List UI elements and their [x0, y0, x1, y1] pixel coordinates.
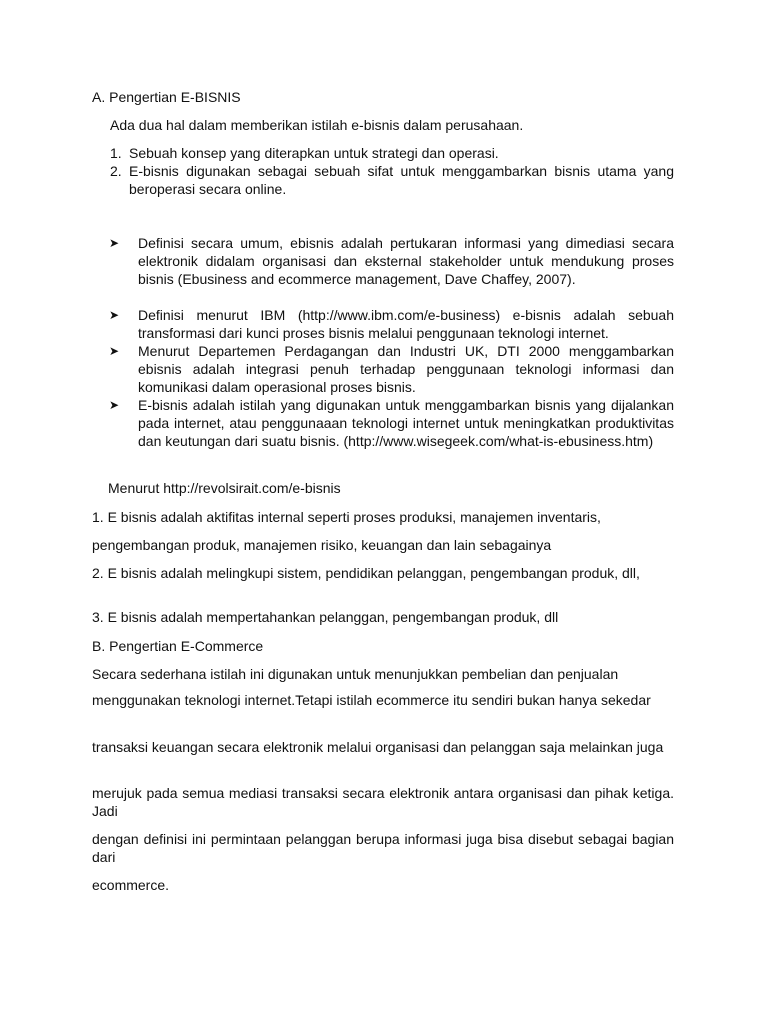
section-a-intro: Ada dua hal dalam memberikan istilah e-bisnis dalam perusahaan.: [110, 117, 524, 133]
bullet-arrow-icon: ➤: [109, 236, 120, 250]
ecommerce-paragraph-3: transaksi keuangan secara elektronik melalui organisasi dan pelanggan saja melainkan juga: [92, 739, 664, 755]
bullet-arrow-icon: ➤: [109, 398, 120, 412]
bullet-item-3: Menurut Departemen Perdagangan dan Industri UK, DTI 2000 menggambarkan ebisnis adalah integrasi penuh terhadap penggunaan teknologi informasi dan komunikasi dalam operasional proses bisnis.: [138, 343, 674, 395]
bullet-arrow-icon: ➤: [109, 344, 120, 358]
ebisnis-point-2: 2. E bisnis adalah melingkupi sistem, pendidikan pelanggan, pengembangan produk, dll,: [92, 565, 640, 581]
section-b-heading: B. Pengertian E-Commerce: [92, 638, 264, 654]
bullet-arrow-icon: ➤: [109, 308, 120, 322]
ecommerce-paragraph-4: merujuk pada semua mediasi transaksi secara elektronik antara organisasi dan pihak ketiga. Jadi: [92, 785, 674, 819]
numbered-item-1-text: Sebuah konsep yang diterapkan untuk strategi dan operasi.: [129, 145, 499, 161]
numbered-item-2-number: 2.: [110, 163, 122, 179]
menurut-source: Menurut http://revolsirait.com/e-bisnis: [108, 480, 341, 496]
numbered-item-1-number: 1.: [110, 145, 122, 161]
bullet-item-1: Definisi secara umum, ebisnis adalah pertukaran informasi yang dimediasi secara elektronik didalam organisasi dan eksternal stakeholder untuk mendukung proses bisnis (Ebusiness and ecommerce management, Dave Chaffey, 2007).: [138, 235, 674, 287]
ecommerce-paragraph-1: Secara sederhana istilah ini digunakan untuk menunjukkan pembelian dan penjualan: [92, 666, 619, 682]
ecommerce-paragraph-6: ecommerce.: [92, 877, 170, 893]
ecommerce-paragraph-5: dengan definisi ini permintaan pelanggan berupa informasi juga bisa disebut sebagai bagian dari: [92, 831, 674, 865]
numbered-item-2-text: E-bisnis digunakan sebagai sebuah sifat untuk menggambarkan bisnis utama yang beroperasi secara online.: [129, 163, 674, 197]
ebisnis-point-1-continued: pengembangan produk, manajemen risiko, keuangan dan lain sebagainya: [92, 537, 552, 553]
ebisnis-point-3: 3. E bisnis adalah mempertahankan pelanggan, pengembangan produk, dll: [92, 609, 559, 625]
bullet-item-2: Definisi menurut IBM (http://www.ibm.com/e-business) e-bisnis adalah sebuah transformasi dari kunci proses bisnis melalui penggunaan teknologi internet.: [138, 307, 674, 341]
bullet-item-4: E-bisnis adalah istilah yang digunakan untuk menggambarkan bisnis yang dijalankan pada internet, atau penggunaaan teknologi internet untuk meningkatkan produktivitas dan keutungan dari suatu bisnis. (http://www.wisegeek.com/what-is-ebusiness.htm): [138, 397, 674, 449]
ebisnis-point-1: 1. E bisnis adalah aktifitas internal seperti proses produksi, manajemen inventaris,: [92, 509, 601, 525]
section-a-heading: A. Pengertian E-BISNIS: [92, 89, 241, 105]
ecommerce-paragraph-2: menggunakan teknologi internet.Tetapi istilah ecommerce itu sendiri bukan hanya sekedar: [92, 692, 651, 708]
